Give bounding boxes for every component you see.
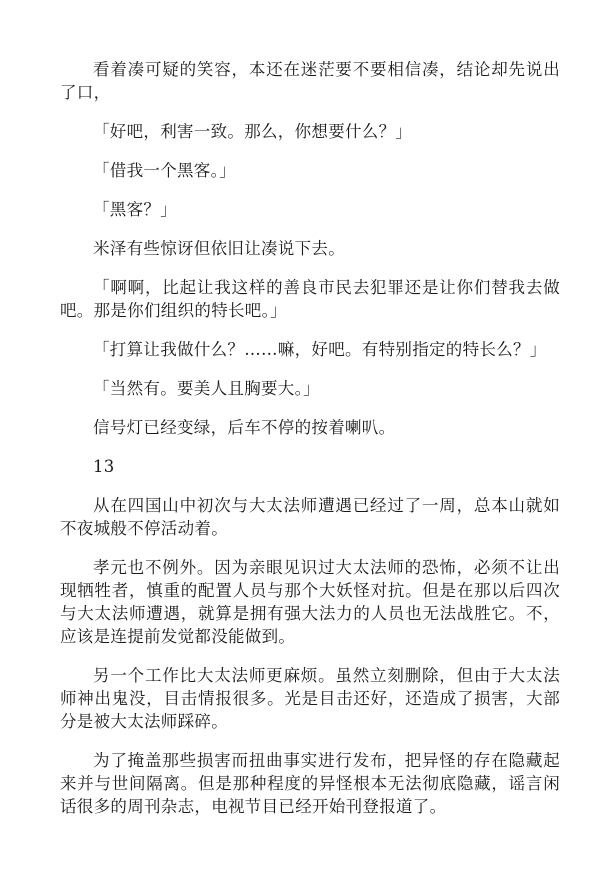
paragraph-5: 米泽有些惊讶但依旧让凑说下去。 <box>93 239 345 258</box>
paragraph-12: 另一个工作比大太法师更麻烦。虽然立刻删除，但由于大太法师神出鬼没，目击情报很多。光是目击还好，还造成了损害，大部分是被大太法师踩碎。 <box>60 666 560 731</box>
paragraph-6: 「啊啊，比起让我这样的善良市民去犯罪还是让你们替我去做吧。那是你们组织的特长吧。」 <box>60 278 560 320</box>
paragraph-1: 看着凑可疑的笑容，本还在迷茫要不要相信凑，结论却先说出了口， <box>60 60 560 102</box>
paragraph-10: 从在四国山中初次与大太法师遭遇已经过了一周，总本山就如不夜城般不停活动着。 <box>60 496 560 538</box>
paragraph-8: 「当然有。要美人且胸要大。」 <box>93 379 320 398</box>
paragraph-4: 「黑客？」 <box>93 200 177 219</box>
paragraph-3: 「借我一个黑客。」 <box>93 161 236 180</box>
paragraph-2: 「好吧，利害一致。那么，你想要什么？」 <box>93 122 413 141</box>
paragraph-13: 为了掩盖那些损害而扭曲事实进行发布，把异怪的存在隐藏起来并与世间隔离。但是那种程度的异怪根本无法彻底隐藏，谣言闲话很多的周刊杂志，电视节目已经开始刊登报道了。 <box>60 751 560 816</box>
section-number: 13 <box>93 457 115 476</box>
paragraph-9: 信号灯已经变绿，后车不停的按着喇叭。 <box>93 418 396 437</box>
paragraph-11: 孝元也不例外。因为亲眼见识过大太法师的恐怖，必须不让出现牺牲者，慎重的配置人员与那个大妖怪对抗。但是在那以后四次与大太法师遭遇，就算是拥有强大法力的人员也无法战胜它。不，应该是连提前发觉都没能做到。 <box>60 558 560 646</box>
paragraph-7: 「打算让我做什么？……嘛，好吧。有特别指定的特长么？」 <box>93 340 547 359</box>
